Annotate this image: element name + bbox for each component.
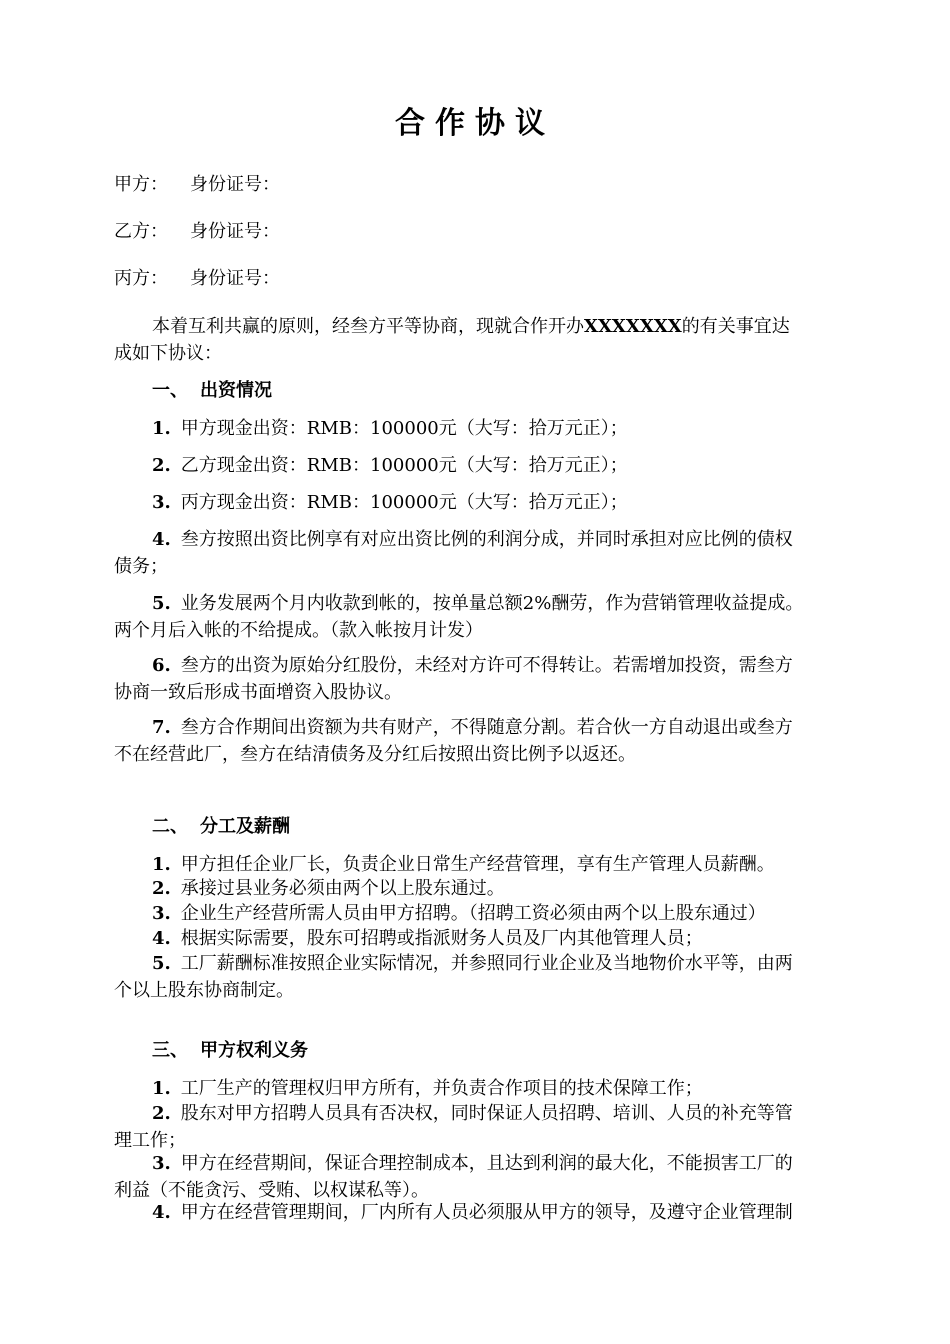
section-1-item — [114, 452, 854, 479]
section-3-item — [114, 1075, 854, 1102]
section-3-heading — [152, 1038, 308, 1064]
section-1-item — [114, 489, 854, 516]
item-text: 根据实际需要，股东可招聘或指派财务人员及厂内其他管理人员； — [180, 928, 703, 949]
item-text: 叁方的出资为原始分红股份，未经对方许可不得转让。若需增加投资，需叁方 — [180, 655, 793, 676]
item-text: 股东对甲方招聘人员具有否决权，同时保证人员招聘、培训、人员的补充等管 — [180, 1103, 793, 1124]
item-text: 甲方担任企业厂长，负责企业日常生产经营管理，享有生产管理人员薪酬。 — [180, 854, 775, 875]
id-label: 身份证号： — [190, 268, 280, 289]
intro-line-2: 成如下协议： — [114, 343, 222, 364]
section-2-item — [114, 925, 854, 952]
item-text: 个以上股东协商制定。 — [114, 980, 294, 1001]
item-number: 4. — [152, 1202, 171, 1223]
section-1-item — [114, 415, 854, 442]
party-a — [114, 172, 280, 198]
section-number: 三、 — [152, 1040, 188, 1061]
item-number: 4. — [152, 529, 171, 550]
intro-project-name: XXXXXXX — [584, 316, 682, 337]
item-text: 丙方现金出资：RMB：100000元（大写：拾万元正）； — [180, 492, 628, 513]
item-number: 4. — [152, 928, 171, 949]
item-text: 叁方合作期间出资额为共有财产，不得随意分割。若合伙一方自动退出或叁方 — [180, 717, 793, 738]
item-number: 7. — [152, 717, 171, 738]
document-title: 合作协议 — [395, 106, 555, 141]
section-1-item — [114, 590, 854, 644]
party-label: 丙方： — [114, 268, 168, 289]
section-1-item — [114, 652, 854, 706]
item-text: 甲方在经营期间，保证合理控制成本，且达到利润的最大化，不能损害工厂的 — [180, 1153, 793, 1174]
item-text: 承接过县业务必须由两个以上股东通过。 — [180, 878, 505, 899]
section-2-item — [114, 950, 854, 1004]
item-number: 1. — [152, 418, 171, 439]
item-text: 工厂薪酬标准按照企业实际情况，并参照同行业企业及当地物价水平等，由两 — [180, 953, 793, 974]
intro-line-1 — [114, 313, 854, 340]
item-text: 甲方在经营管理期间，厂内所有人员必须服从甲方的领导，及遵守企业管理制 — [180, 1202, 793, 1223]
section-number: 二、 — [152, 816, 188, 837]
item-number: 1. — [152, 854, 171, 875]
item-number: 2. — [152, 1103, 171, 1124]
id-label: 身份证号： — [190, 221, 280, 242]
item-text: 协商一致后形成书面增资入股协议。 — [114, 682, 402, 703]
section-title: 分工及薪酬 — [200, 816, 290, 837]
party-label: 乙方： — [114, 221, 168, 242]
section-1-heading — [152, 378, 272, 404]
party-label: 甲方： — [114, 174, 168, 195]
item-number: 3. — [152, 1153, 171, 1174]
intro-text: 的有关事宜达 — [681, 316, 790, 337]
section-1-item — [114, 714, 854, 768]
item-number: 5. — [152, 593, 171, 614]
item-number: 3. — [152, 492, 171, 513]
section-3-item — [114, 1150, 854, 1204]
section-number: 一、 — [152, 380, 188, 401]
section-2-item — [114, 851, 854, 878]
section-2-item — [114, 875, 854, 902]
item-text: 工厂生产的管理权归甲方所有，并负责合作项目的技术保障工作； — [180, 1078, 703, 1099]
item-text: 甲方现金出资：RMB：100000元（大写：拾万元正）； — [180, 418, 628, 439]
section-title: 甲方权利义务 — [200, 1040, 308, 1061]
item-number: 2. — [152, 455, 171, 476]
item-text: 企业生产经营所需人员由甲方招聘。（招聘工资必须由两个以上股东通过） — [180, 903, 766, 924]
section-3-item — [114, 1199, 854, 1226]
item-number: 2. — [152, 878, 171, 899]
item-number: 1. — [152, 1078, 171, 1099]
intro-text: 本着互利共赢的原则，经叁方平等协商，现就合作开办 — [152, 316, 584, 337]
item-text: 业务发展两个月内收款到帐的，按单量总额2%酬劳，作为营销管理收益提成。 — [180, 593, 804, 614]
section-3-item — [114, 1100, 854, 1154]
party-b — [114, 219, 280, 245]
item-text: 债务； — [114, 556, 168, 577]
item-text: 乙方现金出资：RMB：100000元（大写：拾万元正）； — [180, 455, 628, 476]
item-number: 3. — [152, 903, 171, 924]
item-text: 理工作； — [114, 1130, 186, 1151]
section-title: 出资情况 — [200, 380, 272, 401]
item-number: 5. — [152, 953, 171, 974]
party-c — [114, 266, 280, 292]
item-text: 不在经营此厂，叁方在结清债务及分红后按照出资比例予以返还。 — [114, 744, 636, 765]
item-text: 利益（不能贪污、受贿、以权谋私等）。 — [114, 1180, 429, 1201]
section-1-item — [114, 526, 854, 580]
item-number: 6. — [152, 655, 171, 676]
item-text: 叁方按照出资比例享有对应出资比例的利润分成，并同时承担对应比例的债权 — [180, 529, 793, 550]
id-label: 身份证号： — [190, 174, 280, 195]
section-2-item — [114, 900, 854, 927]
item-text: 两个月后入帐的不给提成。（款入帐按月计发） — [114, 620, 483, 641]
intro-paragraph — [114, 313, 854, 367]
section-2-heading — [152, 814, 290, 840]
